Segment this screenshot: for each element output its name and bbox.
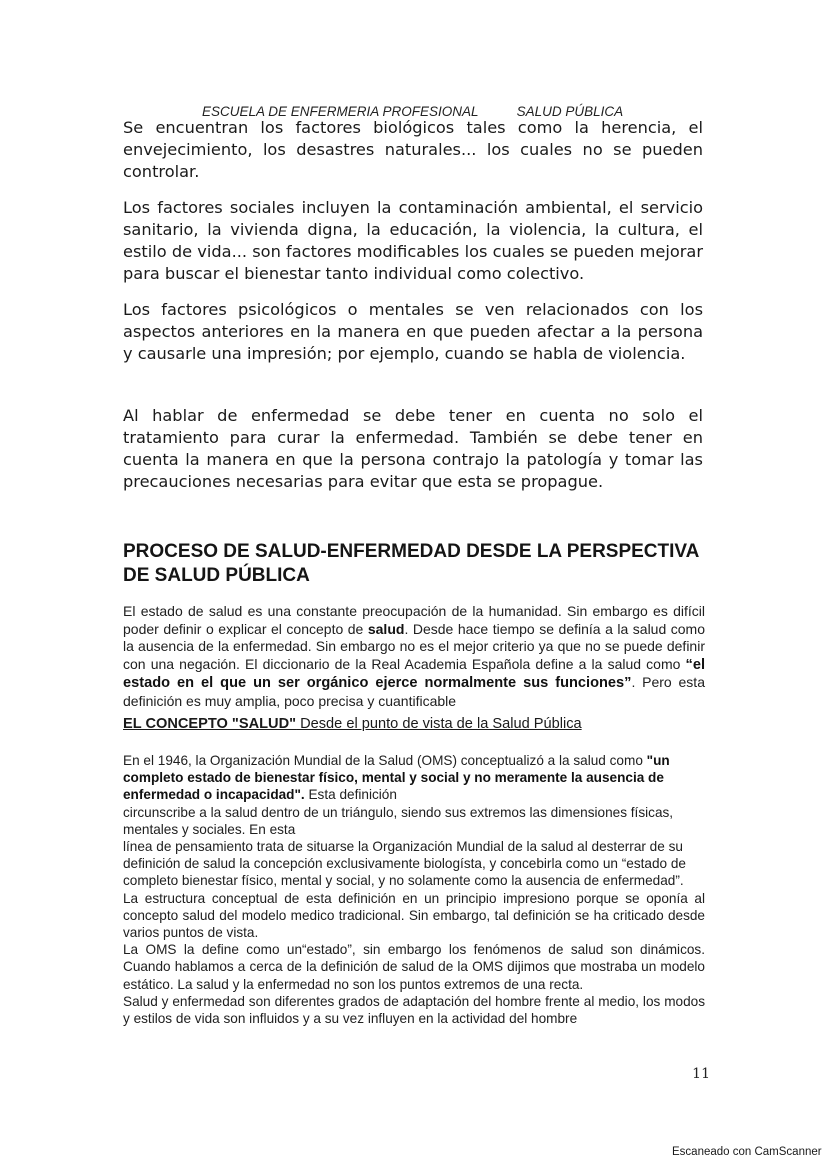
paragraph-disease-treatment: Al hablar de enfermedad se debe tener en cuenta no solo el tratamiento para curar la enfermedad. También se debe tener en cuenta la manera en que la persona contrajo la patología y tomar las precauciones necesarias para evitar que esta se propague. — [123, 406, 703, 491]
section-title: PROCESO DE SALUD-ENFERMEDAD DESDE LA PERSPECTIVA DE SALUD PÚBLICA — [123, 541, 699, 586]
concept-heading-bold: EL CONCEPTO "SALUD" — [123, 716, 297, 732]
health-intro-paragraph — [123, 603, 705, 711]
intro-bold-salud: salud — [367, 620, 405, 637]
page-number: 11 — [692, 1066, 710, 1082]
concept-paragraph-triangle: circunscribe a la salud dentro de un triángulo, siendo sus extremos las dimensiones físicas, mentales y sociales. En esta — [123, 804, 674, 837]
paragraph-social-factors: Los factores sociales incluyen la contaminación ambiental, el servicio sanitario, la vivienda digna, la educación, la violencia, la cultura, el estilo de vida... son factores modificables los cuales se pueden mejorar para buscar el bienestar tanto individual como colectivo. — [123, 198, 703, 283]
concept-text-block — [123, 752, 705, 1027]
concept-paragraph-structure: La estructura conceptual de esta definición en un principio impresiono porque se oponía al concepto salud del modelo medico tradicional. Sin embargo, tal definición se ha criticado desde varios puntos de vista. — [123, 890, 705, 941]
concept-heading-rest: Desde el punto de vista de la Salud Pública — [296, 716, 582, 732]
header-subject: SALUD PÚBLICA — [516, 104, 624, 119]
concept-paragraph-oms — [123, 752, 705, 804]
concept-heading — [123, 716, 683, 732]
intro-text-3: . Pero esta definición es muy amplia, poco precisa y cuantificable — [123, 674, 705, 709]
paragraph-biological-factors: Se encuentran los factores biológicos tales como la herencia, el envejecimiento, los desastres naturales... los cuales no se pueden controlar. — [123, 118, 703, 181]
intro-bold-rae-definition: “el estado en el que un ser orgánico ejerce normalmente sus funciones” — [123, 656, 705, 692]
concept-paragraph-dynamic: La OMS la define como un“estado”, sin embargo los fenómenos de salud son dinámicos. Cuando hablamos a cerca de la definición de salud de la OMS dijimos que mostraba un modelo estático. La salud y la enfermedad no son los puntos extremos de una recta. — [123, 942, 705, 992]
intro-text-1: El estado de salud es una constante preocupación de la humanidad. Sin embargo es difícil poder definir o explicar el concepto de — [123, 603, 705, 637]
factors-text-block — [123, 117, 703, 507]
scanner-watermark: Escaneado con CamScanner — [672, 1146, 822, 1158]
concept-p1-tail: Esta definición — [304, 787, 397, 803]
concept-paragraph-adaptation: Salud y enfermedad son diferentes grados de adaptación del hombre frente al medio, los modos y estilos de vida son influidos y a su vez influyen en la actividad del hombre — [123, 993, 705, 1027]
concept-paragraph-thinking: línea de pensamiento trata de situarse la Organización Mundial de la salud al desterrar de su definición de salud la concepción exclusivamente biologísta, y concebirla como un “estado de completo bienestar físico, mental y social, y no solamente como la ausencia de enfermedad”. — [123, 839, 686, 889]
concept-p1-bold-definition: "un completo estado de bienestar físico, mental y social y no meramente la ausencia de enfermedad o incapacidad". — [123, 753, 670, 803]
header-school: ESCUELA DE ENFERMERIA PROFESIONAL — [202, 104, 479, 119]
paragraph-psychological-factors: Los factores psicológicos o mentales se ven relacionados con los aspectos anteriores en la manera en que pueden afectar a la persona y causarle una impresión; por ejemplo, cuando se habla de violencia. — [123, 300, 703, 363]
concept-p1-text: En el 1946, la Organización Mundial de la Salud (OMS) conceptualizó a la salud como — [123, 753, 647, 768]
intro-text-2: . Desde hace tiempo se definía a la salud como la ausencia de la enfermedad. Sin embargo no es el mejor criterio ya que no se puede definir con una negación. El diccionario de la Real Academia Española define a la salud como — [123, 620, 706, 672]
